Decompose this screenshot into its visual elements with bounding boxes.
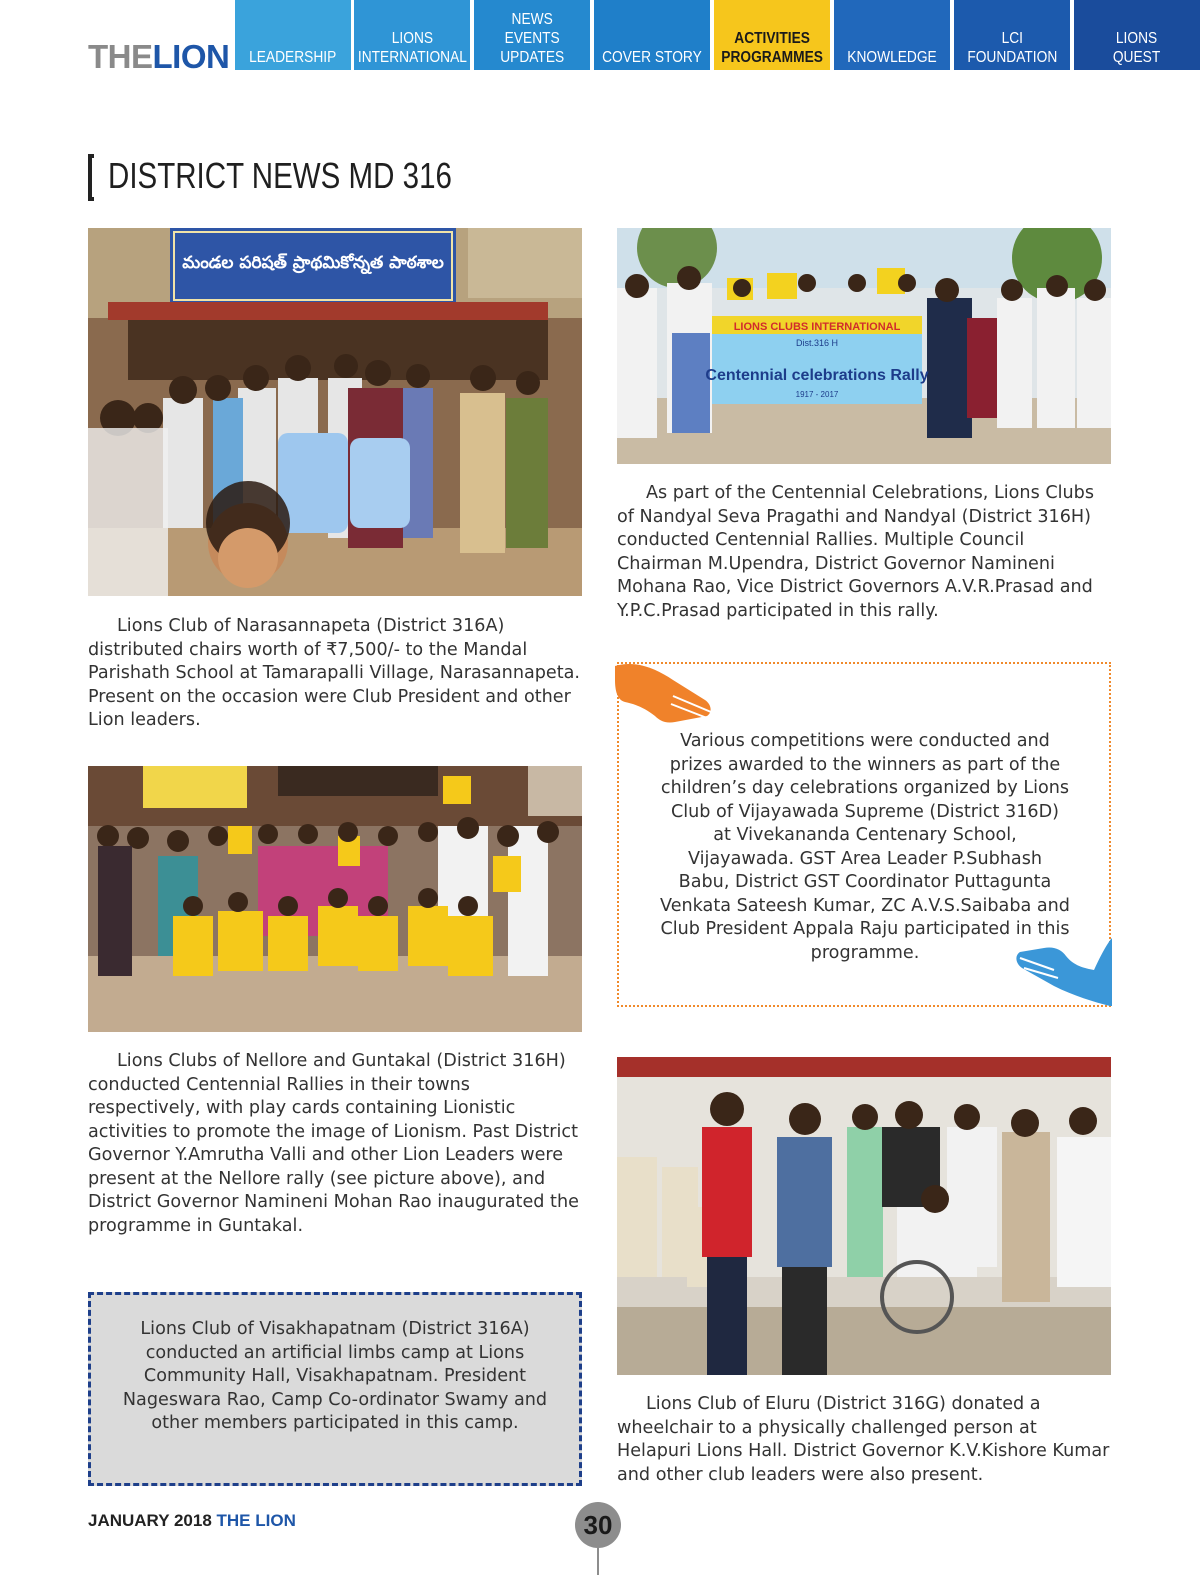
tab-label: KNOWLEDGE (847, 49, 937, 66)
article-text: As part of the Centennial Celebrations, Lions Clubs of Nandyal Seva Pragathi and Nandyal (District 316H) conducted Centennial Rallies. Multiple Council Chairman M.Upendra, District Governor Namineni Mohana Rao, Vice District Governors A.V.R.Prasad and Y.P.C.Prasad participated in this rally. (617, 483, 1094, 621)
footer-issue (88, 1511, 296, 1531)
tab-news-events-updates[interactable] (474, 0, 590, 70)
tab-cover-story[interactable] (594, 0, 710, 70)
blue-hand-icon (1014, 938, 1112, 1008)
footer-date: JANUARY 2018 (88, 1511, 212, 1530)
article-narasannapeta (88, 615, 583, 733)
tab-activities-programmes[interactable] (714, 0, 830, 70)
article-text: Lions Club of Visakhapatnam (District 316A) conducted an artificial limbs camp at Lions Community Hall, Visakhapatnam. President Nageswara Rao, Camp Co-ordinator Swamy and other members participated in this camp. (122, 1319, 548, 1433)
tab-label: LIONS QUEST (1113, 30, 1161, 66)
page-title: DISTRICT NEWS MD 316 (108, 155, 452, 196)
article-vijayawada (660, 730, 1070, 965)
tab-knowledge[interactable] (834, 0, 950, 70)
photo-eluru-wheelchair (617, 1057, 1111, 1375)
footer-brand: THE LION (216, 1511, 296, 1530)
logo-the: THE (88, 38, 153, 75)
photo-narasannapeta-school (88, 228, 582, 596)
rally-banner-years: 1917 - 2017 (795, 390, 839, 399)
tab-label: ACTIVITIES PROGRAMMES (721, 30, 823, 66)
tab-label: LCI FOUNDATION (967, 30, 1057, 66)
tab-leadership[interactable] (235, 0, 351, 70)
article-text: Various competitions were conducted and prizes awarded to the winners as part of the children’s day celebrations organized by Lions Club of Vijayawada Supreme (District 316D) at Vivekananda Centenary School, Vijayawada. GST Area Leader P.Subhash Babu, District GST Coordinator Puttagunta Venkata Sateesh Kumar, ZC A.V.S.Saibaba and Club President Appala Raju participated in this programme. (660, 731, 1070, 963)
article-visakhapatnam (110, 1318, 560, 1436)
tab-label: LIONS INTERNATIONAL (357, 30, 467, 66)
title-bracket (88, 154, 94, 201)
article-nandyal (617, 482, 1112, 623)
article-text: Lions Club of Eluru (District 316G) donated a wheelchair to a physically challenged person at Helapuri Lions Hall. District Governor K.V.Kishore Kumar and other club leaders were also present. (617, 1394, 1110, 1485)
photo-nellore-rally (88, 766, 582, 1032)
article-eluru (617, 1393, 1112, 1487)
rally-banner-main: Centennial celebrations Rally (705, 367, 929, 384)
magazine-logo[interactable] (88, 40, 229, 73)
orange-hand-icon (615, 660, 717, 724)
page-number-stem (597, 1548, 599, 1575)
rally-banner-district: Dist.316 H (795, 338, 839, 348)
page-number: 30 (575, 1502, 621, 1548)
tab-label: NEWS EVENTS UPDATES (500, 11, 564, 66)
article-text: Lions Club of Narasannapeta (District 316A) distributed chairs worth of ₹7,500/- to the Mandal Parishath School at Tamarapalli Village, Narasannapeta. Present on the occasion were Club President and other Lion leaders. (88, 616, 581, 730)
school-board-text: మండల పరిషత్ ప్రాథమికోన్నత పాఠశాల (182, 253, 444, 273)
tab-lions-international[interactable] (354, 0, 470, 70)
logo-lion: LION (152, 38, 230, 75)
tab-label: COVER STORY (602, 49, 702, 66)
tab-lions-quest[interactable] (1074, 0, 1200, 70)
article-text: Lions Clubs of Nellore and Guntakal (District 316H) conducted Centennial Rallies in their towns respectively, with play cards containing Lionistic activities to promote the image of Lionism. Past District Governor Y.Amrutha Valli and other Lion Leaders were present at the Nellore rally (see picture above), and District Governor Namineni Mohan Rao inaugurated the programme in Guntakal. (88, 1051, 579, 1236)
photo-nandyal-rally (617, 228, 1111, 464)
tab-label: LEADERSHIP (249, 49, 337, 66)
tab-lci-foundation[interactable] (954, 0, 1070, 70)
article-nellore (88, 1050, 583, 1238)
rally-banner-title: LIONS CLUBS INTERNATIONAL (733, 321, 901, 333)
